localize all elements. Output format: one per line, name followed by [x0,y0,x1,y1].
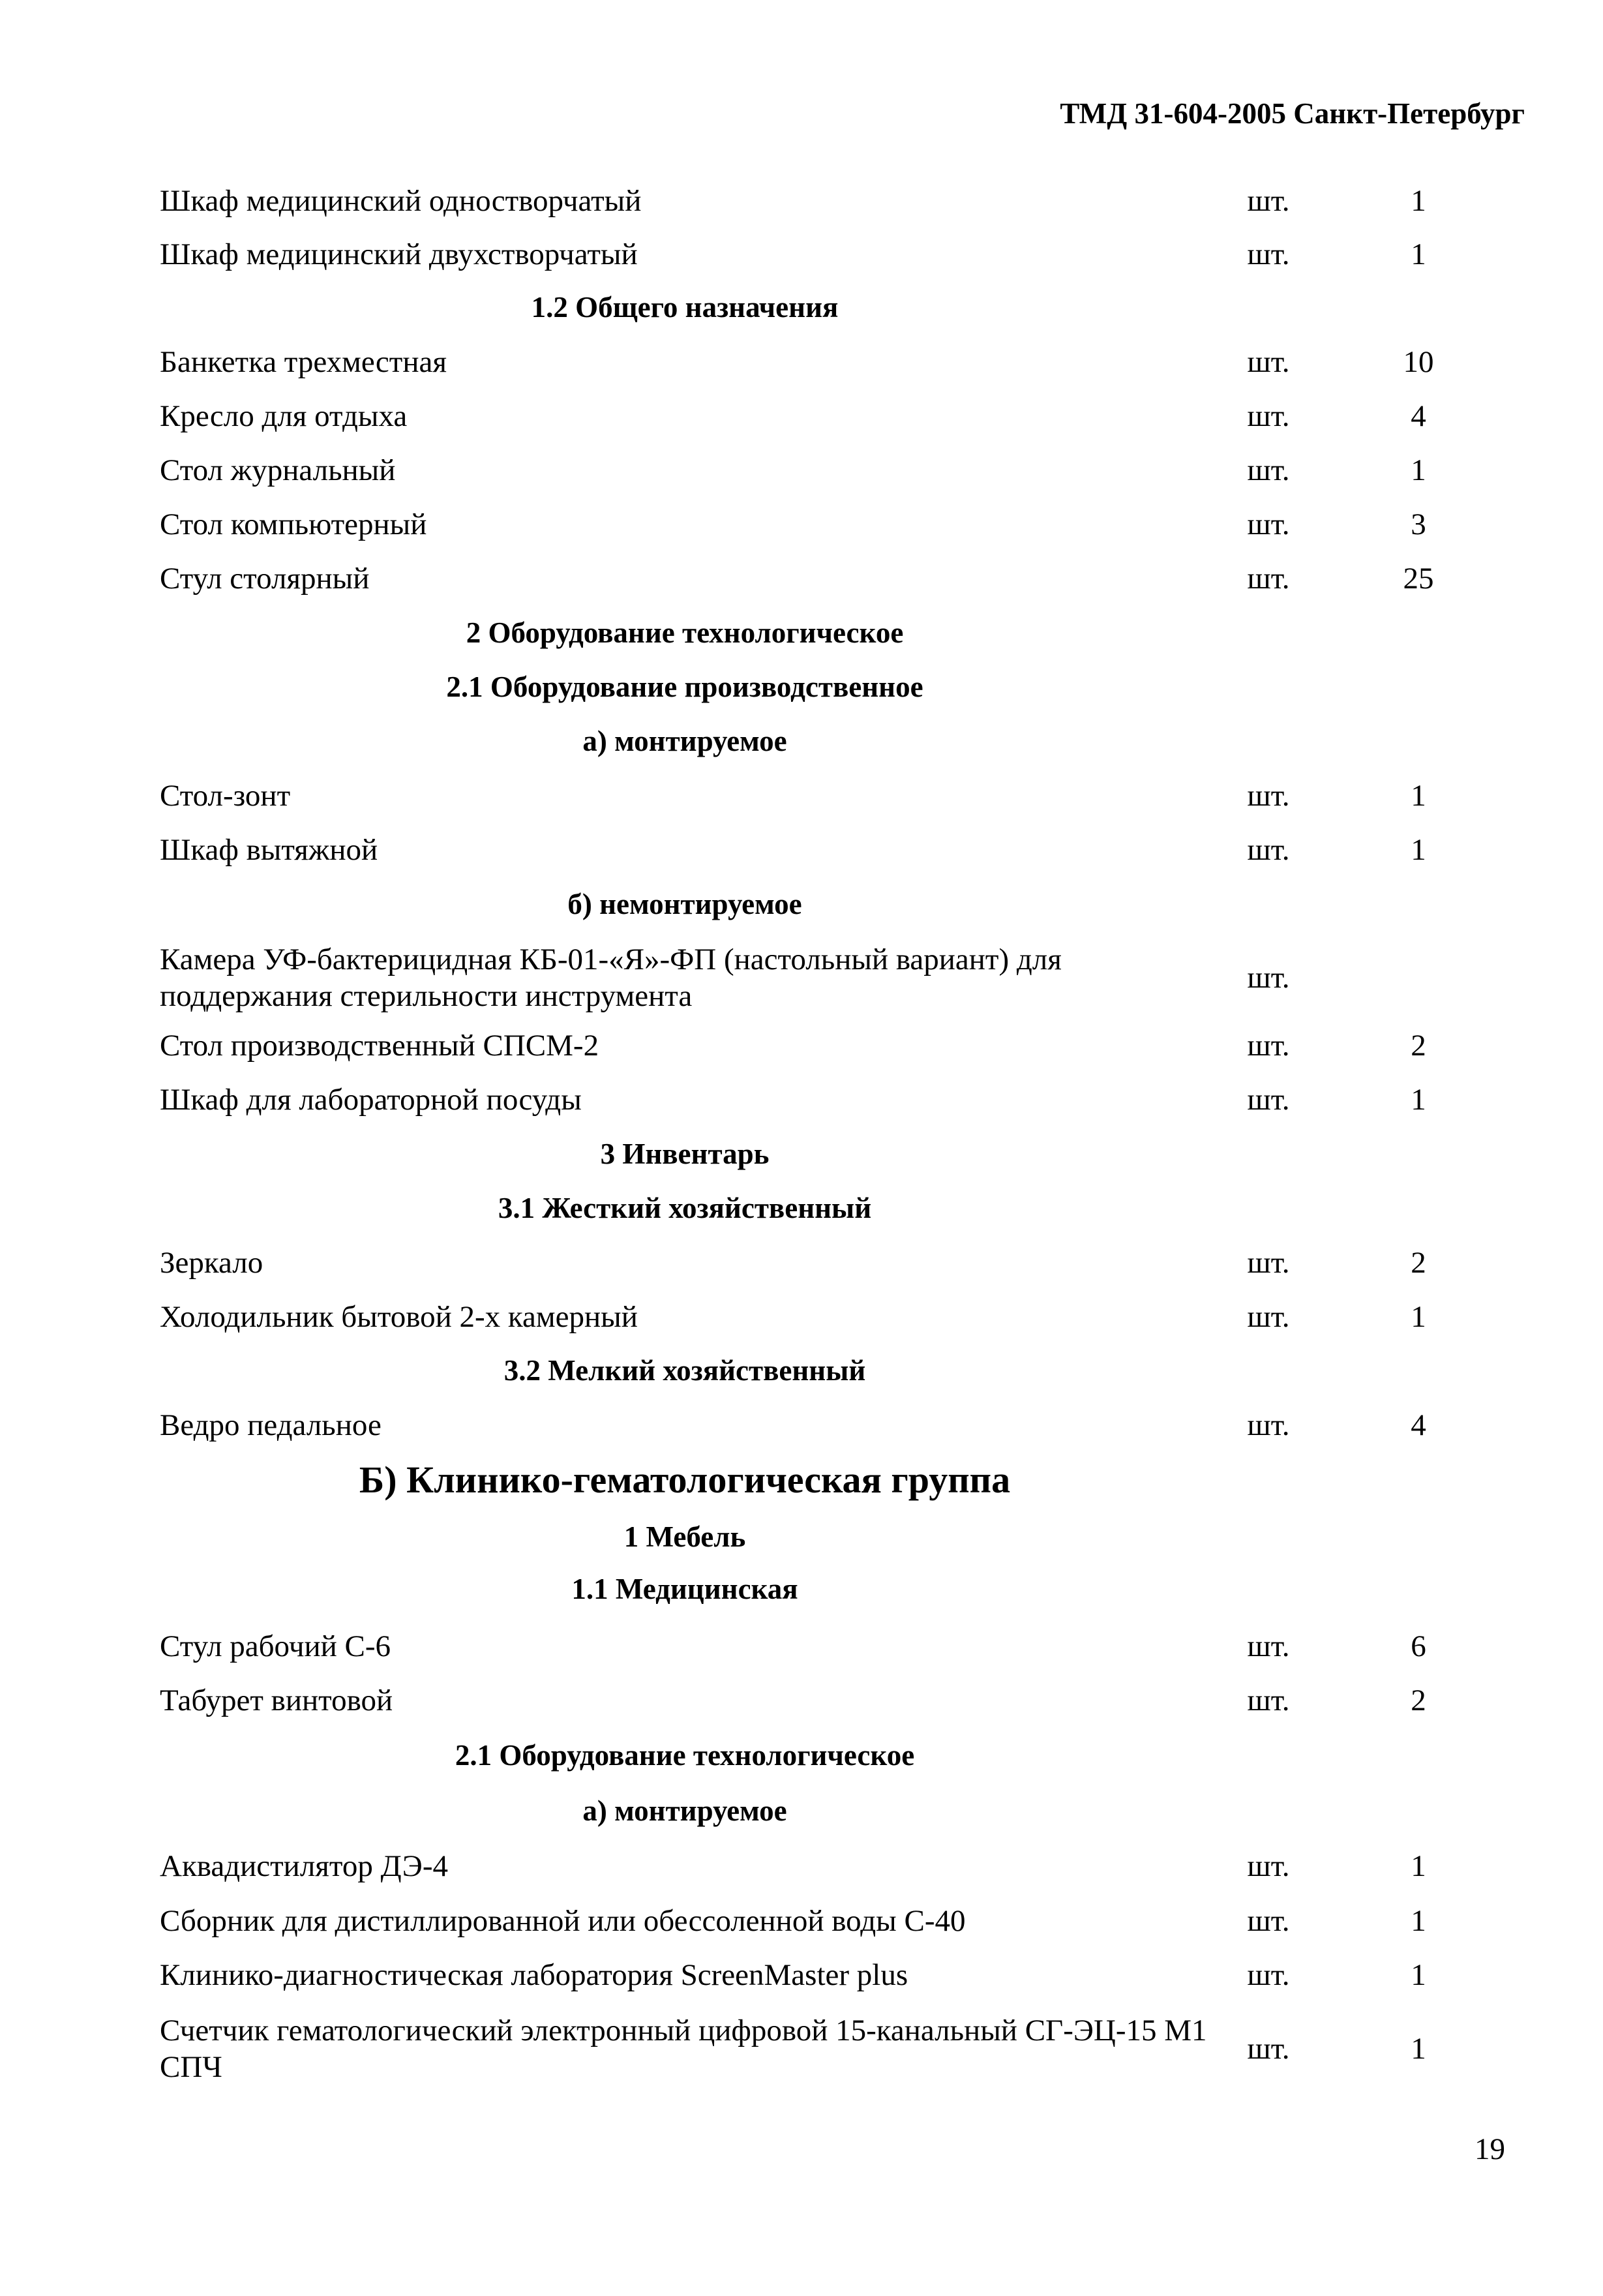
list-item [160,1081,1497,1135]
item-name: Холодильник бытовой 2-х камерный [160,1300,638,1334]
item-quantity: 6 [1411,1629,1426,1663]
item-quantity: 25 [1403,562,1434,596]
section-heading: а) монтируемое [582,1794,787,1827]
list-item [160,1299,1497,1352]
item-name: Стол компьютерный [160,507,427,541]
item-name: Шкаф медицинский одностворчатый [160,184,642,218]
section-heading: 1.2 Общего назначения [531,291,839,324]
section-heading: 2.1 Оборудование производственное [446,671,923,703]
list-item [160,1407,1497,1460]
list-item [160,344,1497,397]
list-item [160,2012,1497,2084]
item-name: Стул столярный [160,562,370,596]
section-heading: 1 Мебель [623,1520,746,1553]
item-name: Аквадистилятор ДЭ-4 [160,1849,448,1883]
item-quantity: 4 [1411,399,1426,433]
item-unit: шт. [1247,779,1290,813]
list-item [160,236,1497,290]
item-quantity: 3 [1411,507,1426,541]
section-heading: 2.1 Оборудование технологическое [455,1739,915,1772]
item-name: Стол производственный СПСМ-2 [160,1029,599,1063]
item-name: Камера УФ-бактерицидная КБ-01-«Я»-ФП (настольный вариант) для поддержания стерильности инструмента [160,943,1062,1013]
item-unit: шт. [1247,399,1290,433]
item-unit: шт. [1247,1849,1290,1883]
item-name: Зеркало [160,1246,263,1280]
item-unit: шт. [1247,1629,1290,1663]
item-name: Стул рабочий С-6 [160,1629,391,1663]
item-quantity: 1 [1411,1849,1426,1883]
list-item [160,452,1497,506]
item-name: Стол-зонт [160,779,291,813]
item-unit: шт. [1247,961,1290,995]
item-unit: шт. [1247,1083,1290,1117]
item-quantity: 1 [1411,2032,1426,2066]
list-item [160,183,1497,236]
item-name: Банкетка трехместная [160,345,447,379]
item-unit: шт. [1247,562,1290,596]
list-item [160,1848,1497,1901]
item-unit: шт. [1247,507,1290,541]
list-item [160,398,1497,451]
item-unit: шт. [1247,1029,1290,1063]
list-item [160,1245,1497,1298]
list-item [160,506,1497,560]
item-unit: шт. [1247,1958,1290,1992]
section-heading: 3 Инвентарь [600,1138,770,1170]
item-unit: шт. [1247,1300,1290,1334]
item-quantity: 1 [1411,453,1426,487]
item-name: Ведро педальное [160,1408,382,1442]
item-quantity: 10 [1403,345,1434,379]
item-quantity: 1 [1411,1083,1426,1117]
item-unit: шт. [1247,833,1290,867]
item-quantity: 1 [1411,184,1426,218]
item-name: Клинико-диагностическая лаборатория ScreenMaster plus [160,1958,908,1992]
list-item [160,941,1497,1013]
list-item [160,1628,1497,1682]
section-heading: 2 Оборудование технологическое [466,616,904,649]
section-heading: 3.2 Мелкий хозяйственный [503,1354,866,1387]
document-header: ТМД 31-604-2005 Санкт-Петербург [1060,97,1525,130]
item-quantity: 1 [1411,237,1426,271]
item-unit: шт. [1247,1246,1290,1280]
item-quantity: 1 [1411,1958,1426,1992]
item-quantity: 1 [1411,779,1426,813]
section-heading: а) монтируемое [582,725,787,757]
item-name: Кресло для отдыха [160,399,408,433]
item-unit: шт. [1247,184,1290,218]
list-item [160,832,1497,885]
section-heading: 3.1 Жесткий хозяйственный [498,1192,872,1224]
item-unit: шт. [1247,345,1290,379]
list-item [160,778,1497,831]
item-name: Табурет винтовой [160,1684,393,1717]
item-unit: шт. [1247,1904,1290,1938]
item-quantity: 4 [1411,1408,1426,1442]
item-quantity: 1 [1411,1904,1426,1938]
item-name: Стол журнальный [160,453,396,487]
item-name: Шкаф вытяжной [160,833,378,867]
item-unit: шт. [1247,1408,1290,1442]
section-heading: б) немонтируемое [567,888,802,920]
item-quantity: 1 [1411,1300,1426,1334]
item-name: Сборник для дистиллированной или обессоленной воды С-40 [160,1904,966,1938]
item-unit: шт. [1247,237,1290,271]
item-quantity: 1 [1411,833,1426,867]
item-unit: шт. [1247,2032,1290,2066]
item-quantity: 2 [1411,1029,1426,1063]
section-heading: Б) Клинико-гематологическая группа [359,1458,1011,1501]
list-item [160,1957,1497,2010]
list-item [160,560,1497,614]
item-name: Счетчик гематологический электронный цифровой 15-канальный СГ-ЭЦ-15 М1 СПЧ [160,2014,1207,2084]
item-quantity: 2 [1411,1246,1426,1280]
list-item [160,1903,1497,1956]
list-item [160,1682,1497,1736]
list-item [160,1027,1497,1081]
item-name: Шкаф медицинский двухстворчатый [160,237,638,271]
page-number: 19 [1475,2132,1505,2166]
item-unit: шт. [1247,1684,1290,1717]
item-quantity: 2 [1411,1684,1426,1717]
section-heading: 1.1 Медицинская [571,1573,798,1605]
item-unit: шт. [1247,453,1290,487]
item-name: Шкаф для лабораторной посуды [160,1083,582,1117]
